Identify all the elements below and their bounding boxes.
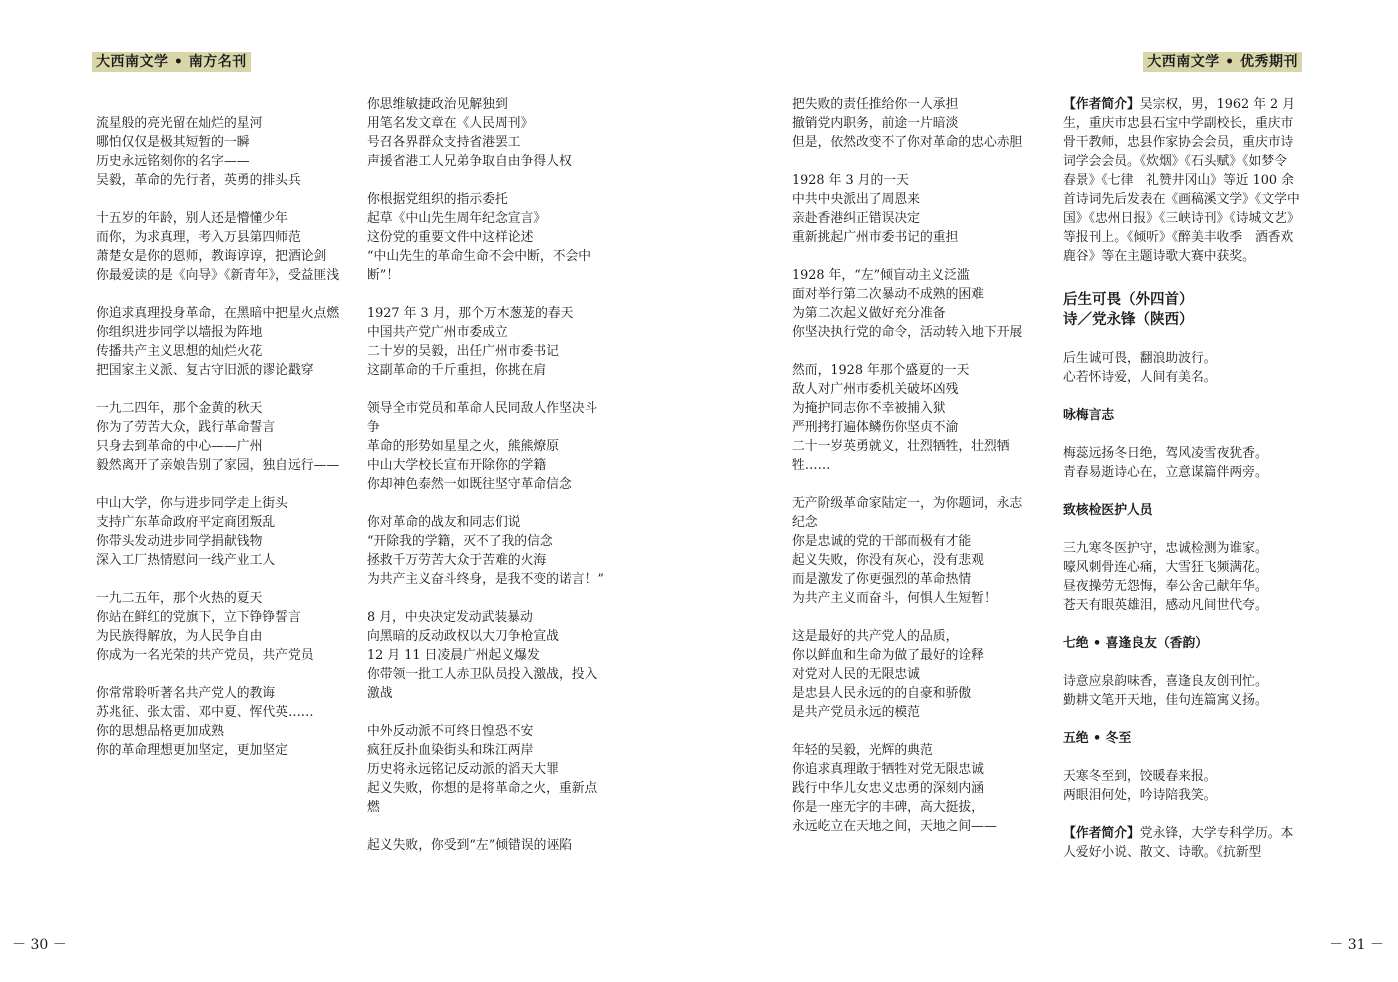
right-header-tag: 大西南文学 • 优秀期刊 <box>1143 52 1302 72</box>
poem-line: 深入工厂热情慰问一线产业工人 <box>96 553 276 568</box>
poem-line: 毅然离开了亲娘告别了家园，独自远行—— <box>96 458 340 473</box>
poem-line: 你是一座无字的丰碑，高大挺拔， <box>792 800 984 815</box>
poem-line: 苏兆征、张太雷、邓中夏、恽代英…… <box>96 705 314 720</box>
stanza <box>792 95 1034 152</box>
poem-line: 对党对人民的无限忠诚 <box>792 667 920 682</box>
author-bio-2 <box>1063 824 1303 862</box>
poem-line: 1928 年，“左”倾盲动主义泛滥 <box>792 268 970 283</box>
poem-2 <box>1063 444 1303 482</box>
stanza <box>367 190 609 285</box>
poem-line: 二十岁的吴毅，出任广州市委书记 <box>367 344 559 359</box>
poem-line: 拯救千万劳苦大众于苦难的火海 <box>367 553 547 568</box>
poem-line: 支持广东革命政府平定商团叛乱 <box>96 515 276 530</box>
poem-line: 号召各界群众支持省港罢工 <box>367 135 521 150</box>
poem-line: 中山大学校长宣布开除你的学籍 <box>367 458 547 473</box>
poem-line: 你以鲜血和生命为做了最好的诠释 <box>792 648 984 663</box>
poem-line: 你带领一批工人赤卫队员投入激战，投入激战 <box>367 667 598 701</box>
poem-line: 声援省港工人兄弟争取自由争得人权 <box>367 154 572 169</box>
poem-line: 用笔名发文章在《人民周刊》 <box>367 116 534 131</box>
stanza <box>96 209 340 285</box>
poem-line: 流星般的亮光留在灿烂的星河 <box>96 116 263 131</box>
stanza <box>96 494 340 570</box>
poem-line: 起义失败，你没有灰心，没有悲观 <box>792 553 984 568</box>
poem-line: 无产阶级革命家陆定一，为你题词，永志纪念 <box>792 496 1023 530</box>
poem-line: 一九二四年，那个金黄的秋天 <box>96 401 263 416</box>
poem-line: 中外反动派不可终日惶恐不安 <box>367 724 534 739</box>
left-header-tag: 大西南文学 • 南方名刊 <box>92 52 251 72</box>
poem-line: 你成为一名光荣的共产党员，共产党员 <box>96 648 314 663</box>
poem-line: 二十一岁英勇就义，壮烈牺牲，壮烈牺牲…… <box>792 439 1010 473</box>
stanza <box>792 266 1034 342</box>
poem-line: 你的革命理想更加坚定，更加坚定 <box>96 743 288 758</box>
poem-line: 起义失败，你想的是将革命之火，重新点燃 <box>367 781 598 815</box>
poem-line: 领导全市党员和革命人民同敌人作坚决斗争 <box>367 401 598 435</box>
stanza <box>792 627 1034 722</box>
poem-line: “开除我的学籍，灭不了我的信念 <box>367 534 553 549</box>
poem-line: 而是激发了你更强烈的革命热情 <box>792 572 972 587</box>
poem-line: 起义失败，你受到“左”倾错误的诬陷 <box>367 838 573 853</box>
poem-line: 中山大学，你与进步同学走上街头 <box>96 496 288 511</box>
stanza <box>367 304 609 380</box>
poem-line: 三九寒冬医护守，忠诚检测为谁家。 <box>1063 541 1268 556</box>
stanza <box>96 114 340 190</box>
poem-line: 但是，依然改变不了你对革命的忠心赤胆 <box>792 135 1023 150</box>
poem-line: 昼夜操劳无怨悔，奉公舍己献年华。 <box>1063 579 1268 594</box>
poem-line: 1928 年 3 月的一天 <box>792 173 909 188</box>
poem-line: 勤耕文笔开天地，佳句连篇寓义扬。 <box>1063 693 1268 708</box>
page-number-right: － 31 － <box>1329 937 1384 953</box>
poem-line: 诗意应泉韵味香，喜逢良友创刊忙。 <box>1063 674 1268 689</box>
poem-line: 8 月，中央决定发动武装暴动 <box>367 610 533 625</box>
poem-line: 你思维敏捷政治见解独到 <box>367 97 508 112</box>
author-and-poems-column <box>1063 95 1303 881</box>
poem-line: 青春易逝诗心在，立意谋篇伴两旁。 <box>1063 465 1268 480</box>
poem-line: 把失败的责任推给你一人承担 <box>792 97 959 112</box>
poem-line: 为共产主义而奋斗，何惧人生短暂！ <box>792 591 997 606</box>
poem-line: 萧楚女是你的恩师，教诲谆谆，把酒论剑 <box>96 249 327 264</box>
poem-line: 为第二次起义做好充分准备 <box>792 306 946 321</box>
right-page <box>699 0 1398 982</box>
author-bio-label: 【作者简介】 <box>1063 826 1140 841</box>
poem-line: 你的思想品格更加成熟 <box>96 724 224 739</box>
poem-line: 历史永远铭刻你的名字—— <box>96 154 250 169</box>
stanza <box>96 304 340 380</box>
poem-line: 两眼泪何处，吟诗陪我笑。 <box>1063 788 1217 803</box>
poem-line: 12 月 11 日凌晨广州起义爆发 <box>367 648 540 663</box>
poem-line: 这副革命的千斤重担，你挑在肩 <box>367 363 547 378</box>
poem-line: 然而，1928 年那个盛夏的一天 <box>792 363 970 378</box>
poem-line: 严刑拷打遍体鳞伤你坚贞不渝 <box>792 420 959 435</box>
poem-4 <box>1063 672 1303 710</box>
stanza <box>96 589 340 665</box>
poem-line: 亲赴香港纠正错误决定 <box>792 211 920 226</box>
poem-3 <box>1063 539 1303 615</box>
poem-line: 十五岁的年龄，别人还是懵懂少年 <box>96 211 288 226</box>
author-bio-1 <box>1063 95 1303 266</box>
poem-line: 是共产党员永远的模范 <box>792 705 920 720</box>
poem-line: 你站在鲜红的党旗下，立下铮铮誓言 <box>96 610 301 625</box>
poem-line: 为掩护同志你不幸被捕入狱 <box>792 401 946 416</box>
page-number-left: － 30 － <box>12 937 67 953</box>
poem-line: 你坚决执行党的命令，活动转入地下开展 <box>792 325 1023 340</box>
poem-line: 你是忠诚的党的干部而极有才能 <box>792 534 972 549</box>
poem-2-title: 咏梅言志 <box>1063 408 1115 423</box>
poem-5-title: 五绝 • 冬至 <box>1063 731 1132 746</box>
poem-line: 你根据党组织的指示委托 <box>367 192 508 207</box>
stanza <box>367 722 609 817</box>
poem-line: 心若怀诗爱，人间有美名。 <box>1063 370 1217 385</box>
poem-line: 1927 年 3 月，那个万木葱茏的春天 <box>367 306 574 321</box>
poem-line: 传播共产主义思想的灿烂火花 <box>96 344 263 359</box>
stanza <box>367 836 609 855</box>
poem-line: 年轻的吴毅，光辉的典范 <box>792 743 933 758</box>
stanza <box>96 399 340 475</box>
author-bio-text: 党永锋，大学专科学历。本人爱好小说、散文、诗歌。《抗新型 <box>1063 826 1294 860</box>
poem-line: 中国共产党广州市委成立 <box>367 325 508 340</box>
poem-line: 践行中华儿女忠义忠勇的深刻内涵 <box>792 781 984 796</box>
poem-line: 起草《中山先生周年纪念宣言》 <box>367 211 547 226</box>
poem-line: 面对举行第二次暴动不成熟的困难 <box>792 287 984 302</box>
poem-line: “中山先生的革命生命不会中断，不会中断”！ <box>367 249 592 283</box>
poem-line: 一九二五年，那个火热的夏天 <box>96 591 263 606</box>
poem-line: 敌人对广州市委机关破坏凶残 <box>792 382 959 397</box>
poem-3-title: 致核检医护人员 <box>1063 503 1153 518</box>
poem-line: 撤销党内职务，前途一片暗淡 <box>792 116 959 131</box>
poem-4-title: 七绝 • 喜逢良友（香韵） <box>1063 636 1209 651</box>
poem-line: 你为了劳苦大众，践行革命誓言 <box>96 420 276 435</box>
poem-line: 历史将永远铭记反动派的滔天大罪 <box>367 762 559 777</box>
poem-line: 为民族得解放，为人民争自由 <box>96 629 263 644</box>
stanza <box>367 95 609 171</box>
poem-line: 你却神色泰然一如既往坚守革命信念 <box>367 477 572 492</box>
stanza <box>96 684 340 760</box>
poem-line: 你追求真理投身革命，在黑暗中把星火点燃 <box>96 306 340 321</box>
poem-line: 哪怕仅仅是极其短暂的一瞬 <box>96 135 250 150</box>
poem-line: 永远屹立在天地之间，天地之间—— <box>792 819 997 834</box>
poem-line: 疯狂反扑血染街头和珠江两岸 <box>367 743 534 758</box>
poem-line: 中共中央派出了周恩来 <box>792 192 920 207</box>
poem-line: 为共产主义奋斗终身，是我不变的诺言！” <box>367 572 604 587</box>
poem-line: 向黑暗的反动政权以大刀争枪宣战 <box>367 629 559 644</box>
poem-line: 只身去到革命的中心——广州 <box>96 439 263 454</box>
poem-group-title <box>1063 290 1303 330</box>
poem-line: 梅蕊远扬冬日绝，驾风凌雪夜犹香。 <box>1063 446 1268 461</box>
stanza <box>367 513 609 589</box>
poem-line: 这是最好的共产党人的品质， <box>792 629 959 644</box>
poem-line: 你对革命的战友和同志们说 <box>367 515 521 530</box>
stanza <box>792 171 1034 247</box>
poem-5 <box>1063 767 1303 805</box>
poem-line: 革命的形势如星星之火，熊熊燎原 <box>367 439 559 454</box>
stanza <box>792 494 1034 608</box>
poem-line: 你常常聆听著名共产党人的教诲 <box>96 686 276 701</box>
poem-line: 吴毅，革命的先行者，英勇的排头兵 <box>96 173 301 188</box>
poem-column-2 <box>367 95 609 874</box>
poem-group-title-line1: 后生可畏（外四首） <box>1063 291 1194 308</box>
poem-group-author-line: 诗／党永锋（陕西） <box>1063 311 1194 328</box>
poem-column-1 <box>96 114 340 779</box>
stanza <box>367 608 609 703</box>
poem-line: 你最爱读的是《向导》《新青年》，受益匪浅 <box>96 268 340 283</box>
stanza <box>367 399 609 494</box>
poem-line: 而你，为求真理，考入万县第四师范 <box>96 230 301 245</box>
author-bio-text: 吴宗权，男，1962 年 2 月生，重庆市忠县石宝中学副校长，重庆市骨干教师，忠县作家协会会员，重庆市诗词学会会员。《炊烟》《石头赋》《如梦令 春景》《七律 礼赞井冈山》等近 100 余首诗词先后发表在《画稿溪文学》《文学中国》《忠州日报》《三峡诗刊》《诗城文艺》等报刊上。《倾听》《醉美丰收季 酒香欢鹿谷》等在主题诗歌大赛中获奖。 <box>1063 97 1300 264</box>
poem-line: 苍天有眼英雄泪，感动凡间世代夸。 <box>1063 598 1268 613</box>
poem-line: 这份党的重要文件中这样论述 <box>367 230 534 245</box>
poem-line: 你追求真理敢于牺牲对党无限忠诚 <box>792 762 984 777</box>
poem-line: 是忠县人民永远的的自豪和骄傲 <box>792 686 972 701</box>
poem-line: 重新挑起广州市委书记的重担 <box>792 230 959 245</box>
poem-line: 天寒冬至到，饺暖春来报。 <box>1063 769 1217 784</box>
poem-line: 嚎风刺骨连心痛，大雪狂飞频满花。 <box>1063 560 1268 575</box>
stanza <box>792 361 1034 475</box>
poem-line: 把国家主义派、复古守旧派的谬论戳穿 <box>96 363 314 378</box>
poem-line: 后生诚可畏，翻浪助波行。 <box>1063 351 1217 366</box>
poem-line: 你组织进步同学以墙报为阵地 <box>96 325 263 340</box>
poem-column-3 <box>792 95 1034 855</box>
poem-line: 你带头发动进步同学捐献钱物 <box>96 534 263 549</box>
stanza <box>792 741 1034 836</box>
author-bio-label: 【作者简介】 <box>1063 97 1140 112</box>
poem-1 <box>1063 349 1303 387</box>
